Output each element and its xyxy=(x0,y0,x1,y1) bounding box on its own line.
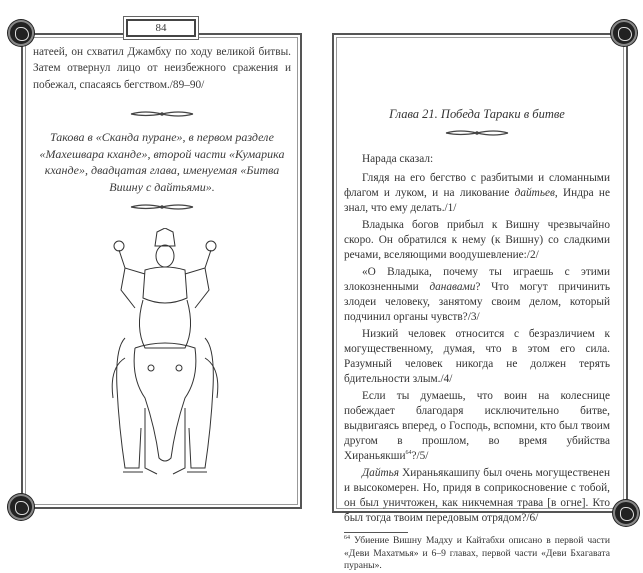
verse-text: Если ты думаешь, что воин на колеснице побеждает благодаря исключительно битве, выдвигаясь вперед, о Господь, вспомни, кто был твоим другом в прошлом, во время убийства Хираньякши xyxy=(344,390,610,462)
footnote-text: Убиение Вишну Мадху и Кайтабхи описано в первой части «Деви Махатмья» и 6–9 главах, первой части «Деви Бхагавата пураны». xyxy=(344,535,610,571)
vishnu-on-elephant-illustration xyxy=(95,228,235,484)
verse-6 xyxy=(344,466,610,526)
verse-term: дайтьев xyxy=(514,187,555,199)
chapter-body xyxy=(344,152,610,528)
verse-term: Дайтья xyxy=(362,467,400,479)
left-page-text xyxy=(33,44,291,212)
verse-text: Глядя на его бегство с разбитыми и сломанными флагом и луком, и на ликование xyxy=(344,172,610,199)
verse-text: , Индра не знал, что ему делать./1/ xyxy=(344,187,610,214)
speaker-line: Нарада сказал: xyxy=(362,153,434,165)
verse-term: данавами xyxy=(429,281,476,293)
ornament-divider-icon xyxy=(444,128,510,138)
ganesha-medallion-icon xyxy=(8,20,34,46)
verse-1 xyxy=(344,171,610,216)
chapter-colophon: Такова в «Сканда пуране», в первом разделе «Махешвара кханде», второй части «Кумарика кханде», двадцатая глава, именуемая «Битва Вишну с дайтьями». xyxy=(39,129,285,195)
verse-text: Хираньякашипу был очень могущественен и высокомерен. Но, придя в соприкосновение с тобой, он был уничтожен, как никчемная трава [в огне]. Кто был тогда твоим передовым отрядом?/6/ xyxy=(344,467,610,524)
verse-2 xyxy=(344,218,610,263)
right-page-text xyxy=(344,106,610,573)
ganesha-medallion-icon xyxy=(8,494,34,520)
verse-text: Владыка богов прибыл к Вишну чрезвычайно скоро. Он обратился к нему (к Вишну) со сладкими речами, вселяющими воодушевление:/2/ xyxy=(344,219,610,261)
ganesha-medallion-icon xyxy=(611,20,637,46)
ganesha-medallion-icon xyxy=(613,500,639,526)
verse-text: ? Что могут причинить злодеи человеку, занятому своим делом, который подчинил органы чувств?/3/ xyxy=(344,281,610,323)
continuation-text: натеей, он схватил Джамбху по ходу великой битвы. Затем отвернул лицо от неизбежного сражения и побежал, спасаясь бегством./89–90/ xyxy=(33,46,291,91)
footnote-marker: 64 xyxy=(344,534,350,541)
verse-text: ?/5/ xyxy=(411,450,429,462)
verse-text: Низкий человек относится с безразличием к могущественному, думая, что в этом его сила. Разумный человек никогда не должен терять бдительности злым./4/ xyxy=(344,328,610,385)
footnote-ref[interactable]: 64 xyxy=(405,450,412,457)
page-number: 84 xyxy=(126,19,196,37)
footnote xyxy=(344,535,610,573)
verse-text: «О Владыка, почему ты играешь с этими злокозненными xyxy=(344,266,610,293)
chapter-title: Глава 21. Победа Тараки в битве xyxy=(389,107,565,121)
ornament-divider-icon xyxy=(129,202,195,212)
footnote-separator xyxy=(344,532,408,533)
verse-4 xyxy=(344,327,610,387)
verse-3 xyxy=(344,265,610,325)
verse-5 xyxy=(344,389,610,464)
ornament-divider-icon xyxy=(129,109,195,119)
